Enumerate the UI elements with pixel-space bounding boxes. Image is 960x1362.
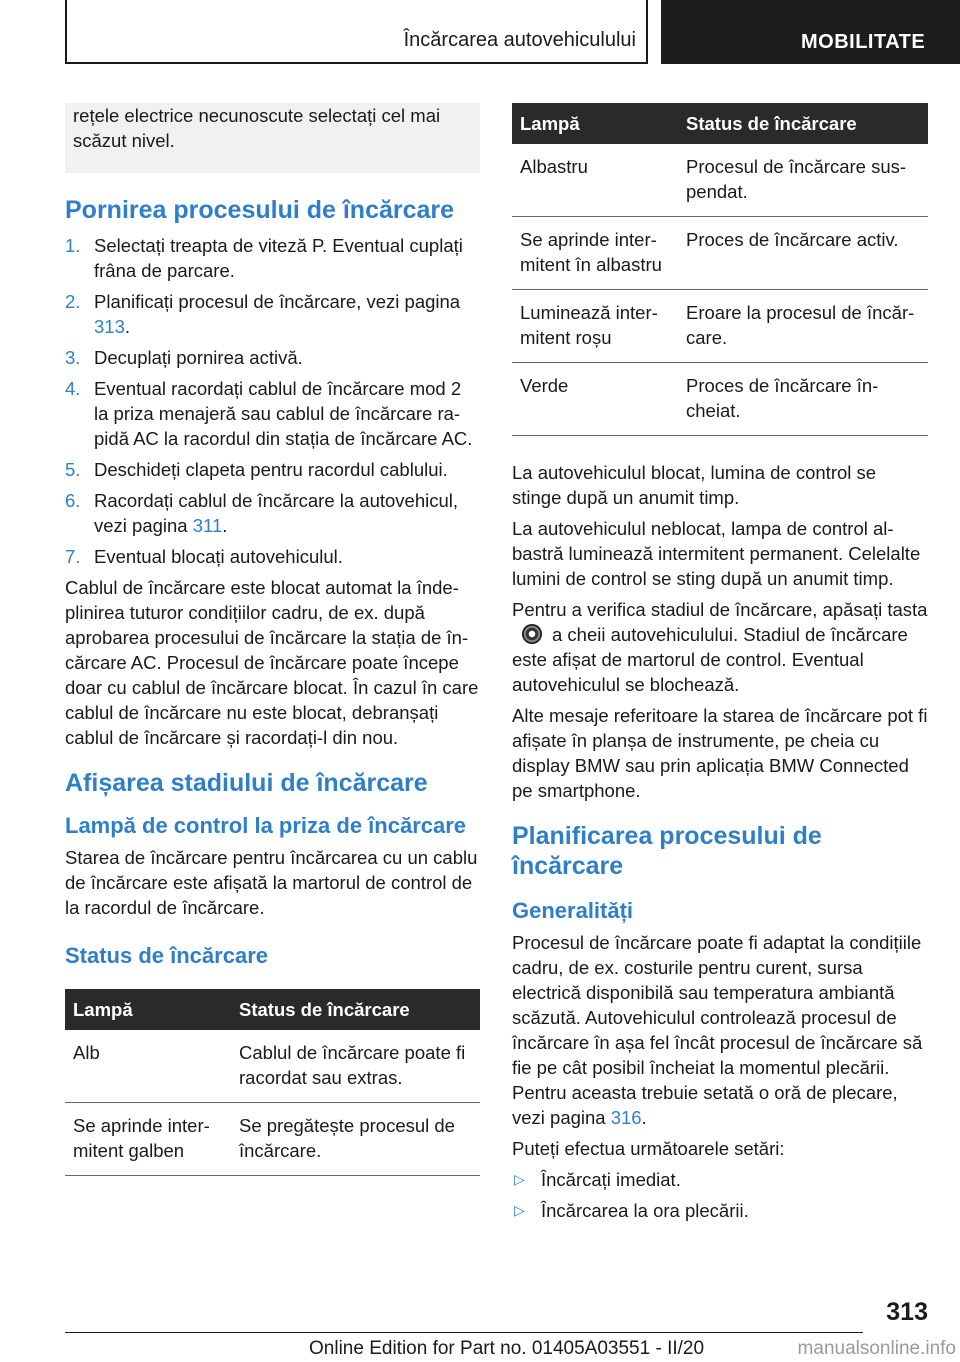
step-number: 1. xyxy=(65,235,81,256)
header-frame xyxy=(65,0,648,64)
check-text-end: a cheii autovehiculului. Stadiul de încărcare este afișat de martorul de control. Eventual autovehiculul se blochează. xyxy=(512,624,908,695)
section-tab: MOBILITATE xyxy=(661,0,960,64)
list-item xyxy=(65,544,480,569)
list-item xyxy=(65,233,480,283)
step-number: 3. xyxy=(65,347,81,368)
page-link[interactable]: 313 xyxy=(94,316,125,337)
left-column xyxy=(65,103,480,1176)
triangle-right-icon: ▷ xyxy=(514,1202,525,1218)
triangle-right-icon: ▷ xyxy=(514,1171,525,1187)
footer-divider xyxy=(65,1332,863,1333)
settings-paragraph: Puteți efectua următoarele setări: xyxy=(512,1138,785,1159)
list-item xyxy=(65,457,480,482)
cable-paragraph: Cablul de încărcare este blocat automat la îndeplinirea tuturor condițiilor cadru, de ex. după aprobarea procesului de încărcare la stația de încărcare AC. Procesul de încărcare poate începe doar cu cablul de încărcare blocat. În cazul în care cablul de încărcare nu este blocat, debranșați cablul de încărcare și racordați-l din nou. xyxy=(65,577,479,748)
cell-status: Se pregătește procesul de încărcare. xyxy=(231,1103,480,1176)
list-item xyxy=(65,289,480,339)
steps-list xyxy=(65,233,480,569)
cell-lamp: Albastru xyxy=(512,144,678,217)
note-line-2: scăzut nivel. xyxy=(73,130,175,151)
table-row xyxy=(65,1030,480,1103)
step-text: Eventual blocați autovehiculul. xyxy=(94,546,343,567)
settings-list xyxy=(512,1167,928,1223)
lamp-paragraph: Starea de încărcare pentru încărcarea cu un cablu de încărcare este afișată la martorul de control de la racordul de încărcare. xyxy=(65,847,478,918)
page-link[interactable]: 316 xyxy=(610,1107,642,1128)
column-header-lamp: Lampă xyxy=(65,989,231,1030)
bullet-text: Încărcați imediat. xyxy=(541,1169,681,1190)
step-text-end: . xyxy=(222,515,228,536)
messages-paragraph: Alte mesaje referitoare la starea de încărcare pot fi afișate în planșa de instrumente, pe cheia cu display BMW sau prin aplicația BMW Connected pe smartphone. xyxy=(512,705,928,801)
cell-status: Procesul de încărcare suspendat. xyxy=(678,144,928,217)
table-row xyxy=(65,1103,480,1176)
plan-paragraph xyxy=(512,930,928,1130)
column-header-lamp: Lampă xyxy=(512,103,678,144)
plan-text-end: . xyxy=(641,1107,647,1128)
step-text: Racordați cablul de încărcare la autovehicul, vezi pagina xyxy=(94,490,459,536)
right-column xyxy=(512,103,928,1229)
step-number: 4. xyxy=(65,378,81,399)
table-row xyxy=(512,290,928,363)
heading-start-charging: Pornirea procesului de încărcare xyxy=(65,196,455,224)
edition-text: Online Edition for Part no. 01405A03551 - II/20 xyxy=(309,1338,705,1359)
header-title: Încărcarea autovehiculului xyxy=(403,29,636,51)
step-number: 6. xyxy=(65,490,81,511)
step-text: Selectați treapta de viteză P. Eventual cuplați frâna de parcare. xyxy=(94,235,463,281)
step-number: 7. xyxy=(65,546,81,567)
step-text: Decuplați pornirea activă. xyxy=(94,347,303,368)
cell-status: Eroare la procesul de încărcare. xyxy=(678,290,928,363)
step-text-end: . xyxy=(124,316,131,337)
column-header-status: Status de încărcare xyxy=(678,103,928,144)
cell-lamp: Se aprinde intermitent galben xyxy=(65,1103,231,1176)
step-text: Deschideți clapeta pentru racordul cablului. xyxy=(94,459,448,480)
list-item xyxy=(65,376,480,451)
step-text: Eventual racordați cablul de încărcare mod 2 la priza menajeră sau cablul de încărcare rapidă AC la racordul din stația de încărcare AC. xyxy=(94,378,473,449)
bmw-logo-button-icon xyxy=(522,624,542,644)
cell-status: Cablul de încărcare poate fi racordat sau extras. xyxy=(231,1030,480,1103)
check-paragraph xyxy=(512,597,928,697)
heading-display-status: Afișarea stadiului de încărcare xyxy=(65,769,428,797)
note-line-1: rețele electrice necunoscute selectați cel mai xyxy=(73,105,441,126)
table-row xyxy=(512,217,928,290)
step-number: 2. xyxy=(65,291,81,312)
table-row xyxy=(512,144,928,217)
column-header-status: Status de încărcare xyxy=(231,989,480,1030)
status-table-left xyxy=(65,989,480,1176)
plan-text: Procesul de încărcare poate fi adaptat la condițiile cadru, de ex. costurile pentru curent, sursa electrică disponibilă sau temperatura ambiantă scăzută. Autovehiculul controlează procesul de încărcare în așa fel încât procesul de încărcare să fie pe cât posibil încheiat la momentul plecării. Pentru aceasta trebuie setată o oră de plecare, vezi pagina xyxy=(512,932,923,1128)
heading-general: Generalități xyxy=(512,898,634,923)
heading-plan-charging: Planificarea procesului de încărcare xyxy=(512,822,822,880)
step-number: 5. xyxy=(65,459,81,480)
list-item xyxy=(65,488,480,538)
cell-status: Proces de încărcare activ. xyxy=(678,217,928,290)
step-text: Planificați procesul de încărcare, vezi pagina xyxy=(94,291,461,312)
list-item xyxy=(512,1167,928,1192)
cell-lamp: Verde xyxy=(512,363,678,436)
heading-charge-status: Status de încărcare xyxy=(65,943,268,968)
watermark: manualsonline.info xyxy=(797,1338,956,1359)
bullet-text: Încărcarea la ora plecării. xyxy=(541,1200,749,1221)
page-number: 313 xyxy=(886,1298,928,1326)
note-box xyxy=(65,103,480,173)
page-link[interactable]: 311 xyxy=(192,515,223,536)
list-item xyxy=(65,345,480,370)
cell-lamp: Luminează intermitent roșu xyxy=(512,290,678,363)
list-item xyxy=(512,1198,928,1223)
unlocked-paragraph: La autovehiculul neblocat, lampa de control albastră luminează intermitent permanent. Celelalte lumini de control se sting după un anumit timp. xyxy=(512,518,921,589)
check-text-start: Pentru a verifica stadiul de încărcare, apăsați tasta xyxy=(512,599,928,620)
cell-lamp: Alb xyxy=(65,1030,231,1103)
locked-paragraph: La autovehiculul blocat, lumina de control se stinge după un anumit timp. xyxy=(512,462,877,508)
table-row xyxy=(512,363,928,436)
heading-lamp: Lampă de control la priza de încărcare xyxy=(65,813,467,838)
status-table-right xyxy=(512,103,928,436)
cell-lamp: Se aprinde intermitent în albastru xyxy=(512,217,678,290)
cell-status: Proces de încărcare încheiat. xyxy=(678,363,928,436)
